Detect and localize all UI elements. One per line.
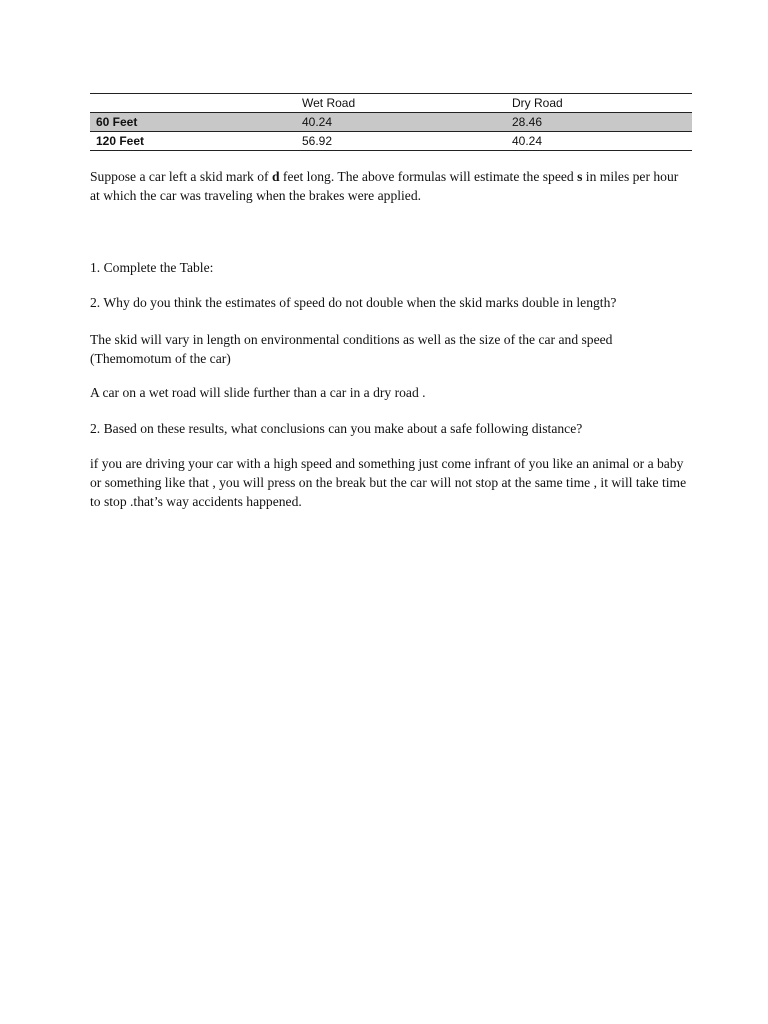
intro-text-part1: Suppose a car left a skid mark of [90, 169, 272, 184]
intro-paragraph [90, 167, 690, 205]
row-label: 60 Feet [90, 113, 296, 132]
row-label: 120 Feet [90, 132, 296, 151]
skid-speed-table [90, 93, 692, 151]
table-header-wet-road: Wet Road [296, 94, 506, 113]
dry-road-value: 28.46 [506, 113, 692, 132]
question-3: 2. Based on these results, what conclusions can you make about a safe following distance? [90, 421, 583, 436]
dry-road-value: 40.24 [506, 132, 692, 151]
intro-text-part3: in miles per hour at which the car was traveling when the brakes were applied. [90, 169, 679, 203]
variable-s: s [577, 169, 583, 184]
table-row [90, 132, 692, 151]
intro-text-part2: feet long. The above formulas will estimate the speed [279, 169, 578, 184]
question-1: 1. Complete the Table: [90, 260, 214, 275]
answer-3-paragraph: if you are driving your car with a high speed and something just come infrant of you like an animal or a baby or something like that , you will press on the break but the car will not stop at the same time , it will take time to stop .that’s way accidents happened. [90, 456, 687, 509]
variable-d: d [271, 169, 280, 184]
table-header-dry-road: Dry Road [506, 94, 692, 113]
table-header-row [90, 94, 692, 113]
question-2: 2. Why do you think the estimates of speed do not double when the skid marks double in length? [90, 295, 617, 310]
wet-road-value: 40.24 [296, 113, 506, 132]
wet-road-value: 56.92 [296, 132, 506, 151]
table-row [90, 113, 692, 132]
table-header-empty [90, 94, 296, 113]
answer-2-paragraph-1: The skid will vary in length on environmental conditions as well as the size of the car and speed (Themomotum of the car) [90, 332, 613, 366]
answer-2-paragraph-2: A car on a wet road will slide further than a car in a dry road . [90, 385, 426, 400]
